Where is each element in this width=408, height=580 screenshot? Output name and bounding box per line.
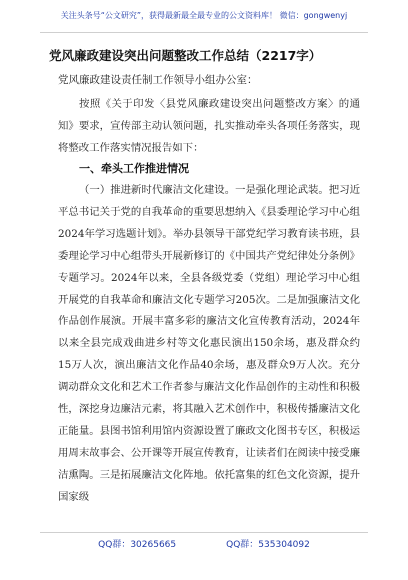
intro-paragraph: 按照《关于印发〈县党风廉政建设突出问题整改方案〉的通知》要求，宣传部主动认领问题，扎实推动牵头各项任务落实，现将整改工作落实情况报告如下： bbox=[58, 98, 360, 155]
section-heading: 一、牵头工作推进情况 bbox=[79, 162, 189, 175]
document-title: 党风廉政建设突出问题整改工作总结（2217字） bbox=[49, 48, 322, 63]
body-paragraph: （一）推进新时代廉洁文化建设。一是强化理论武装。把习近平总书记关于党的自我革命的重要思想纳入《县委理论学习中心组2024年学习选题计划》。举办县领导干部党纪学习教育读书班，县委理论学习中心组带头开展新修订的《中国共产党纪律处分条例》专题学习。2024年以来，全县各级党委（党组）理论学习中心组开展党的自我革命和廉洁文化专题学习205次。二是加强廉洁文化作品创作展演。开展丰富多彩的廉洁文化宣传教育活动，2024年以来全县完成戏曲进乡村等文化惠民演出150余场，惠及群众约15万人次，演出廉洁文化作品40余场，惠及群众9万人次。充分调动群众文化和艺术工作者参与廉洁文化作品创作的主动性和积极性，深挖身边廉洁元素，将其融入艺术创作中，积极传播廉洁文化正能量。县图书馆利用馆内资源设置了廉政文化图书专区，积极运用周末故事会、公开课等开展宣传教育，让读者们在阅读中接受廉洁熏陶。三是拓展廉洁文化阵地。依托富集的红色文化资源，提升国家级 bbox=[58, 184, 360, 503]
footer-divider bbox=[40, 532, 368, 533]
header-divider bbox=[40, 32, 368, 33]
document-addressee: 党风廉政建设责任制工作领导小组办公室： bbox=[58, 74, 258, 86]
footer-qq-group-2: QQ群：535304092 bbox=[226, 540, 310, 550]
footer-qq-group-1: QQ群：30265665 bbox=[98, 540, 177, 550]
footer bbox=[40, 535, 368, 555]
header-note: 关注头条号“公文研究”，获得最新最全最专业的公文资料库！ 微信：gongwenyj bbox=[60, 11, 348, 20]
